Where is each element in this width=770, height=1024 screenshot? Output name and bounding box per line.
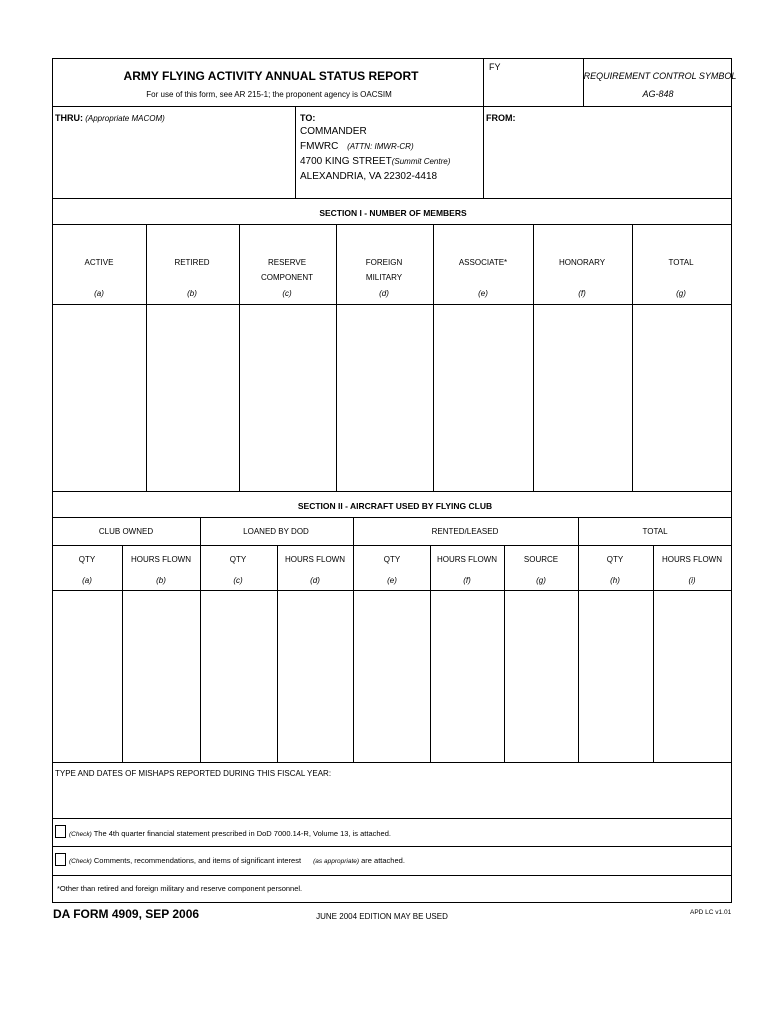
comments-checkbox[interactable] (55, 853, 66, 866)
section1-col-label: MILITARY (365, 273, 403, 282)
section2-col-code: (g) (536, 576, 546, 585)
section2-col-label: SOURCE (523, 555, 559, 564)
to-line2-block (300, 141, 414, 153)
club-owned-qty-field[interactable] (53, 591, 121, 761)
section1-col-code: (a) (94, 289, 104, 298)
form-title: ARMY FLYING ACTIVITY ANNUAL STATUS REPORT (123, 69, 419, 83)
check2-text: Comments, recommendations, and items of significant interest (93, 856, 302, 865)
section1-col-label: COMPONENT (261, 273, 313, 282)
to-line4: ALEXANDRIA, VA 22302-4418 (300, 171, 438, 182)
group-total: TOTAL (642, 527, 668, 536)
loaned-hours-field[interactable] (278, 591, 352, 761)
members-associate-field[interactable] (434, 305, 532, 490)
mishaps-label: TYPE AND DATES OF MISHAPS REPORTED DURING THIS FISCAL YEAR: (55, 769, 332, 778)
fy-field[interactable] (505, 60, 581, 104)
thru-note: (Appropriate MACOM) (85, 114, 165, 123)
section2-col-label: QTY (78, 555, 96, 564)
section1-col-code: (d) (379, 289, 389, 298)
members-foreign-field[interactable] (337, 305, 432, 490)
rented-qty-field[interactable] (354, 591, 429, 761)
members-honorary-field[interactable] (534, 305, 631, 490)
group-rented-leased: RENTED/LEASED (431, 527, 499, 536)
section1-col-label: HONORARY (558, 258, 606, 267)
section2-col-label: HOURS FLOWN (285, 555, 345, 564)
section2-col-label: QTY (229, 555, 247, 564)
section1-col-label: TOTAL (668, 258, 694, 267)
to-line1: COMMANDER (300, 126, 367, 137)
section2-col-code: (d) (310, 576, 320, 585)
to-line3: 4700 KING STREET (300, 156, 392, 167)
members-retired-field[interactable] (147, 305, 238, 490)
section1-col-label: RESERVE (267, 258, 307, 267)
section2-col-label: QTY (383, 555, 401, 564)
section2-col-label: HOURS FLOWN (662, 555, 722, 564)
to-line3-block (300, 156, 450, 168)
section2-col-code: (a) (82, 576, 92, 585)
form-id: DA FORM 4909, SEP 2006 (53, 907, 200, 921)
check2-row (69, 855, 405, 867)
total-hours-field[interactable] (654, 591, 730, 761)
check2-tail: are attached. (361, 856, 405, 865)
thru-block (55, 113, 165, 124)
mishaps-field[interactable] (54, 782, 730, 817)
section2-col-code: (b) (156, 576, 166, 585)
section2-col-code: (e) (387, 576, 397, 585)
section2-col-code: (i) (688, 576, 696, 585)
form-subtitle: For use of this form, see AR 215-1; the proponent agency is OACSIM (146, 90, 392, 99)
check1-text: The 4th quarter financial statement prescribed in DoD 7000.14-R, Volume 13, is attached. (93, 829, 391, 838)
to-line3-note: (Summit Centre) (391, 157, 451, 166)
members-reserve-field[interactable] (240, 305, 335, 490)
section2-col-label: HOURS FLOWN (437, 555, 497, 564)
financial-statement-checkbox[interactable] (55, 825, 66, 838)
version-label: APD LC v1.01 (690, 909, 732, 916)
edition-note: JUNE 2004 EDITION MAY BE USED (316, 912, 448, 921)
rented-source-field[interactable] (505, 591, 577, 761)
req-control-value: AG-848 (642, 89, 674, 99)
to-label: TO: (300, 113, 316, 123)
section2-col-label: QTY (606, 555, 624, 564)
section2-title: SECTION II - AIRCRAFT USED BY FLYING CLUB (297, 501, 493, 511)
check2-check-word: (Check) (69, 858, 92, 865)
section1-col-label: ASSOCIATE* (458, 258, 508, 267)
section1-col-label: RETIRED (174, 258, 210, 267)
to-line2: FMWRC (300, 141, 339, 152)
to-attn: (ATTN: IMWR-CR) (347, 142, 414, 151)
section1-col-code: (e) (478, 289, 488, 298)
footnote: *Other than retired and foreign military and reserve component personnel. (57, 884, 303, 893)
check1-check-word: (Check) (69, 831, 92, 838)
rented-hours-field[interactable] (431, 591, 503, 761)
members-total-field[interactable] (633, 305, 730, 490)
fy-label: FY (489, 62, 501, 72)
section1-col-label: FOREIGN (365, 258, 403, 267)
section1-col-code: (g) (676, 289, 686, 298)
from-label: FROM: (486, 113, 516, 123)
section2-col-code: (f) (463, 576, 471, 585)
check2-note: (as appropriate) (313, 858, 360, 865)
section1-col-code: (f) (578, 289, 586, 298)
group-club-owned: CLUB OWNED (98, 527, 154, 536)
thru-label: THRU: (55, 113, 83, 123)
req-control-label: REQUIREMENT CONTROL SYMBOL (583, 71, 737, 81)
section1-title: SECTION I - NUMBER OF MEMBERS (319, 208, 467, 218)
section1-col-code: (b) (187, 289, 197, 298)
section1-col-code: (c) (282, 289, 292, 298)
members-active-field[interactable] (53, 305, 145, 490)
section2-col-code: (h) (610, 576, 620, 585)
section2-col-label: HOURS FLOWN (131, 555, 191, 564)
from-field[interactable] (485, 126, 729, 196)
total-qty-field[interactable] (579, 591, 652, 761)
check1-row (69, 828, 391, 840)
group-loaned-by-dod: LOANED BY DOD (243, 527, 309, 536)
club-owned-hours-field[interactable] (123, 591, 199, 761)
loaned-qty-field[interactable] (201, 591, 276, 761)
section2-col-code: (c) (233, 576, 243, 585)
thru-field[interactable] (54, 126, 294, 196)
section1-col-label: ACTIVE (84, 258, 114, 267)
